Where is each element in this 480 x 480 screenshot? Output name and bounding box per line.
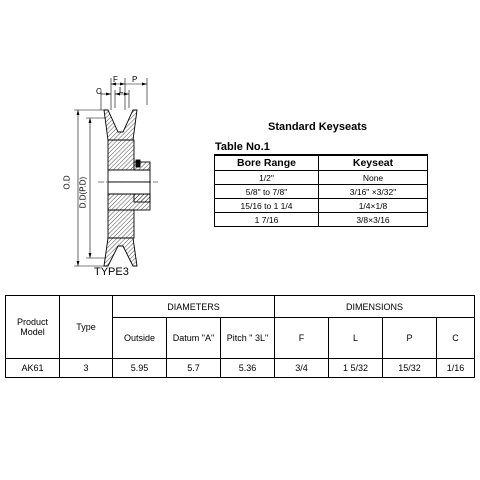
header-product-model: Product Model xyxy=(6,296,60,359)
cell-p: 15/32 xyxy=(383,359,437,378)
header-pitch-3l: Pitch " 3L" xyxy=(221,318,275,359)
header-f: F xyxy=(275,318,329,359)
dim-p-label: P xyxy=(132,75,138,84)
bore-range-cell: 5/8" to 7/8" xyxy=(215,185,319,199)
dim-c-label: C xyxy=(96,87,102,96)
table-row xyxy=(215,185,428,199)
bore-range-cell: 1 7/16 xyxy=(215,213,319,227)
cell-product-model: AK61 xyxy=(6,359,60,378)
cell-type: 3 xyxy=(60,359,113,378)
pulley-drawing xyxy=(60,70,160,285)
cell-l: 1 5/32 xyxy=(329,359,383,378)
cell-datum-a: 5.7 xyxy=(167,359,221,378)
od-label: O.D xyxy=(62,175,72,190)
bore-range-cell: 15/16 to 1 1/4 xyxy=(215,199,319,213)
cell-outside: 5.95 xyxy=(113,359,167,378)
spec-table xyxy=(5,295,475,378)
keyseats-table-caption: Table No.1 xyxy=(215,141,270,153)
cell-f: 3/4 xyxy=(275,359,329,378)
upper-rim xyxy=(104,110,137,140)
header-diameters: DIAMETERS xyxy=(113,296,275,318)
table-row xyxy=(6,359,475,378)
keyseat-cell: 1/4×1/8 xyxy=(319,199,428,213)
header-datum-a: Datum "A" xyxy=(167,318,221,359)
dim-l-label: L xyxy=(119,86,124,95)
table-row xyxy=(215,171,428,185)
header-outside: Outside xyxy=(113,318,167,359)
keyseat-cell: None xyxy=(319,171,428,185)
keyseats-title: Standard Keyseats xyxy=(268,121,368,133)
hub-section xyxy=(108,140,150,238)
cell-c: 1/16 xyxy=(437,359,475,378)
keyseat-cell: 3/16" ×3/32" xyxy=(319,185,428,199)
table-row xyxy=(215,213,428,227)
cell-pitch-3l: 5.36 xyxy=(221,359,275,378)
spec-header-row xyxy=(6,296,475,318)
pulley-section-svg xyxy=(60,70,160,285)
header-keyseat: Keyseat xyxy=(319,155,428,171)
keyseats-table xyxy=(214,154,428,227)
dd-label: D.D(P.D) xyxy=(78,176,88,209)
header-c: C xyxy=(437,318,475,359)
dim-f-label: F xyxy=(113,75,118,84)
header-l: L xyxy=(329,318,383,359)
type-caption: TYPE3 xyxy=(94,266,129,278)
keyseat-cell: 3/8×3/16 xyxy=(319,213,428,227)
bore-range-cell: 1/2" xyxy=(215,171,319,185)
header-bore-range: Bore Range xyxy=(215,155,319,171)
table-row xyxy=(215,199,428,213)
header-type: Type xyxy=(60,296,113,359)
header-dimensions: DIMENSIONS xyxy=(275,296,475,318)
keyseats-header-row xyxy=(215,155,428,171)
header-p: P xyxy=(383,318,437,359)
lower-rim xyxy=(104,238,137,266)
